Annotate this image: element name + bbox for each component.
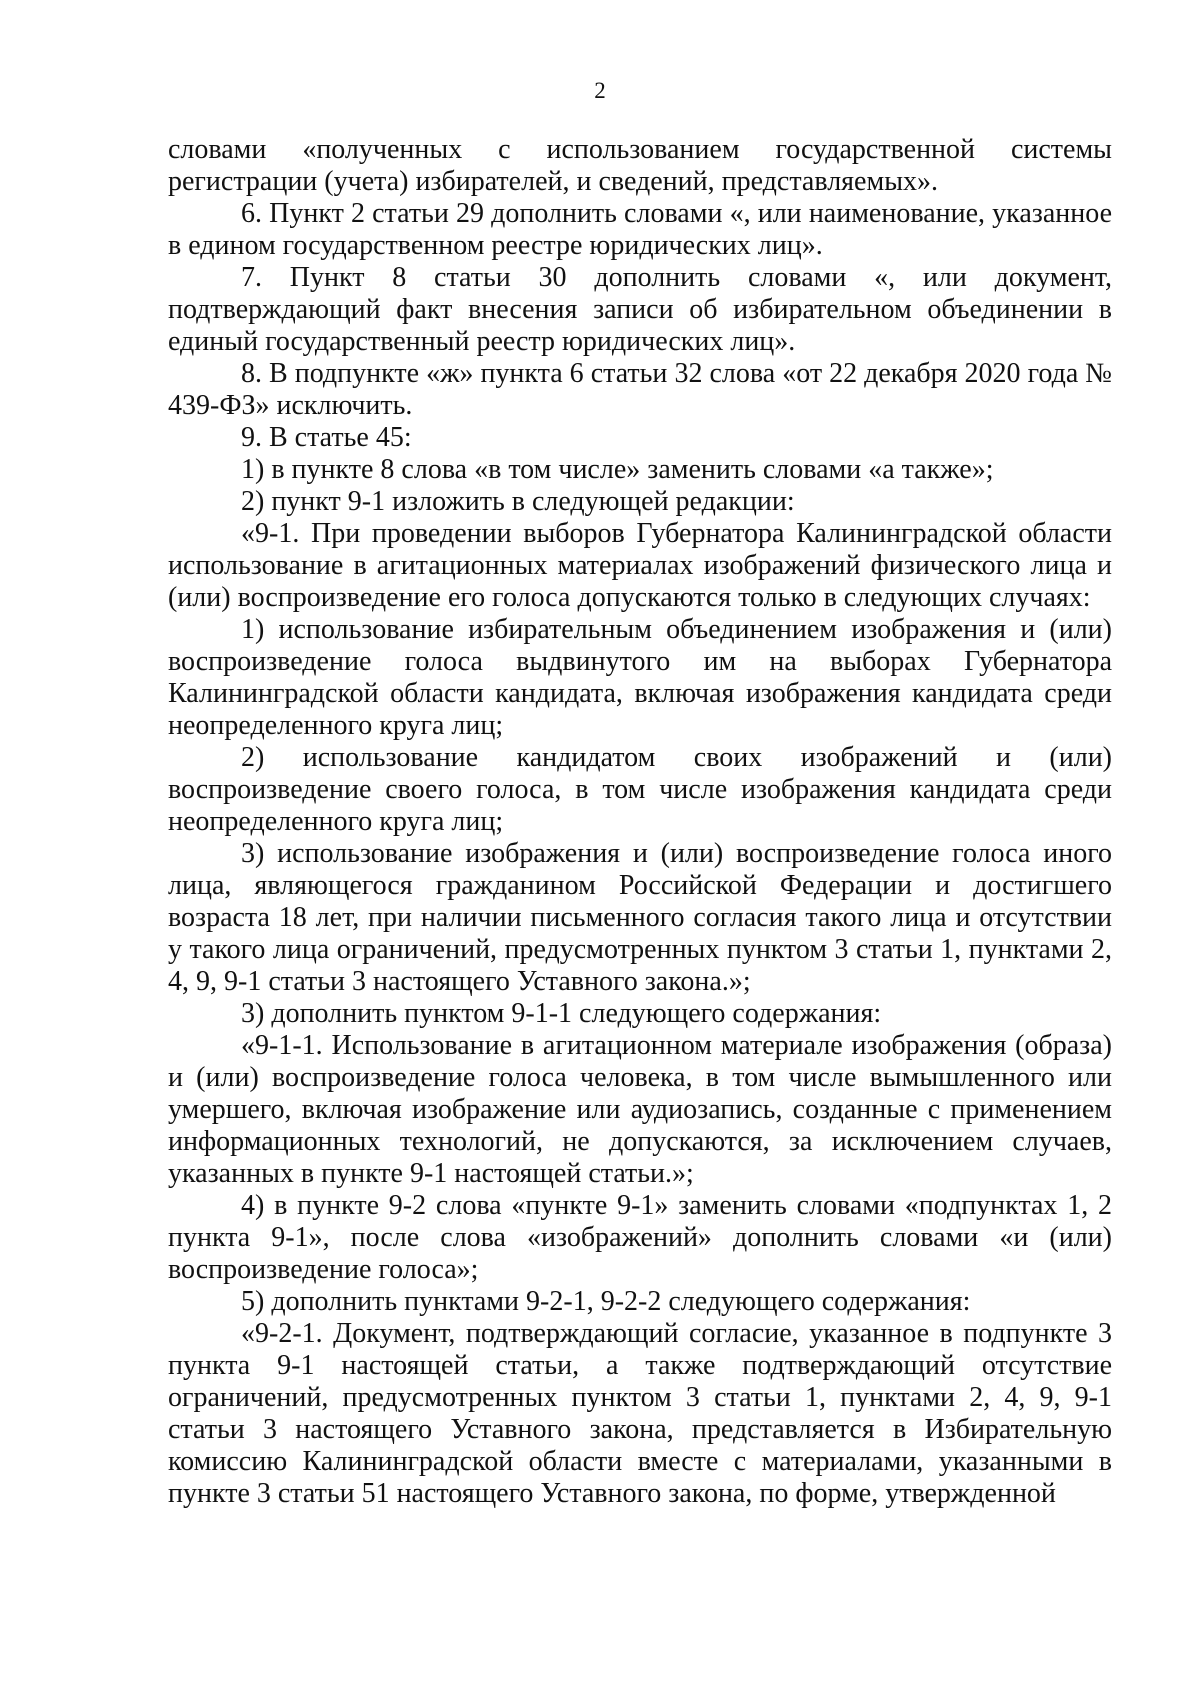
paragraph: 2) использование кандидатом своих изображений и (или) воспроизведение своего голоса, в том числе изображения кандидата среди неопределенного круга лиц; (168, 742, 1112, 837)
page-number: 2 (594, 78, 606, 103)
paragraph: «9-1-1. Использование в агитационном материале изображения (образа) и (или) воспроизведение голоса человека, в том числе вымышленного или умершего, включая изображение или аудиозапись, созданные с применением информационных технологий, не допускаются, за исключением случаев, указанных в пункте 9-1 настоящей статьи.»; (168, 1030, 1112, 1189)
paragraph: 1) использование избирательным объединением изображения и (или) воспроизведение голоса выдвинутого им на выборах Губернатора Калининградской области кандидата, включая изображения кандидата среди неопределенного круга лиц; (168, 614, 1112, 741)
paragraph: 3) дополнить пунктом 9-1-1 следующего содержания: (241, 998, 882, 1029)
paragraph: «9-2-1. Документ, подтверждающий согласие, указанное в подпункте 3 пункта 9-1 настоящей статьи, а также подтверждающий отсутствие ограничений, предусмотренных пунктом 3 статьи 1, пунктами 2, 4, 9, 9-1 статьи 3 настоящего Уставного закона, представляется в Избирательную комиссию Калининградской области вместе с материалами, указанными в пункте 3 статьи 51 настоящего Уставного закона, по форме, утвержденной (168, 1318, 1112, 1509)
document-body (168, 134, 1112, 1510)
paragraph: 6. Пункт 2 статьи 29 дополнить словами «, или наименование, указанное в едином государственном реестре юридических лиц». (168, 198, 1112, 261)
paragraph: 4) в пункте 9-2 слова «пункте 9-1» заменить словами «подпунктах 1, 2 пункта 9-1», после слова «изображений» дополнить словами «и (или) воспроизведение голоса»; (168, 1190, 1112, 1285)
paragraph: 5) дополнить пунктами 9-2-1, 9-2-2 следующего содержания: (241, 1286, 971, 1317)
paragraph: словами «полученных с использованием государственной системы регистрации (учета) избирателей, и сведений, представляемых». (168, 134, 1112, 197)
paragraph: 7. Пункт 8 статьи 30 дополнить словами «, или документ, подтверждающий факт внесения записи об избирательном объединении в единый государственный реестр юридических лиц». (168, 262, 1112, 357)
paragraph: 3) использование изображения и (или) воспроизведение голоса иного лица, являющегося гражданином Российской Федерации и достигшего возраста 18 лет, при наличии письменного согласия такого лица и отсутствии у такого лица ограничений, предусмотренных пунктом 3 статьи 1, пунктами 2, 4, 9, 9-1 статьи 3 настоящего Уставного закона.»; (168, 838, 1112, 997)
paragraph: 2) пункт 9-1 изложить в следующей редакции: (241, 486, 795, 517)
paragraph: 9. В статье 45: (241, 422, 412, 453)
paragraph: 1) в пункте 8 слова «в том числе» заменить словами «а также»; (241, 454, 994, 485)
paragraph: «9-1. При проведении выборов Губернатора Калининградской области использование в агитационных материалах изображений физического лица и (или) воспроизведение его голоса допускаются только в следующих случаях: (168, 518, 1112, 613)
paragraph: 8. В подпункте «ж» пункта 6 статьи 32 слова «от 22 декабря 2020 года № 439-ФЗ» исключить. (168, 358, 1112, 421)
